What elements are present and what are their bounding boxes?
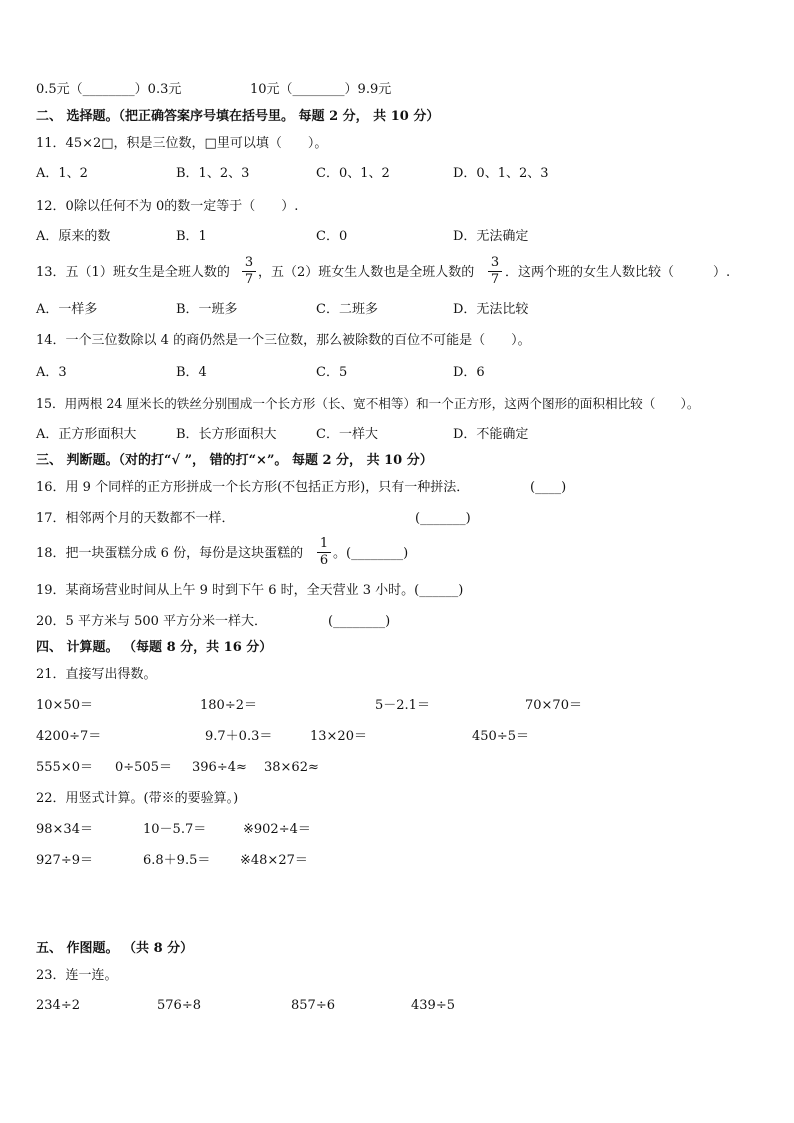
- q12-option-c: C．0: [316, 229, 348, 244]
- section-4-header: 四、 计算题。 （每题 8 分，共 16 分）: [36, 640, 273, 655]
- question-22: 22．用竖式计算。(带※的要验算。): [36, 791, 239, 806]
- fraction-denominator: 7: [244, 272, 254, 287]
- q11-option-c: C．0、1、2: [316, 166, 390, 181]
- question-14: 14．一个三位数除以 4 的商仍然是一个三位数，那么被除数的百位不可能是（ ）。: [36, 333, 531, 348]
- question-13-part-3: ．这两个班的女生人数比较（ ）.: [505, 265, 731, 280]
- q13-option-c: C．二班多: [316, 302, 378, 317]
- q17-answer-blank[interactable]: (_______): [415, 511, 471, 526]
- question-13-part-1: 13．五（1）班女生是全班人数的: [36, 265, 230, 280]
- compare-item-1: 0.5元（________）0.3元: [36, 82, 182, 97]
- question-17: 17．相邻两个月的天数都不一样．: [36, 511, 235, 526]
- q12-option-a: A．原来的数: [36, 229, 111, 244]
- vertical-calc-item: 10－5.7＝: [143, 822, 207, 837]
- fraction-3-7-first: [242, 256, 256, 287]
- vertical-calc-item: 927÷9＝: [36, 853, 93, 868]
- section-5-header: 五、 作图题。 （共 8 分）: [36, 941, 194, 956]
- fraction-numerator: 3: [490, 255, 500, 270]
- fraction-numerator: 1: [319, 536, 329, 551]
- calc-item: 4200÷7＝: [36, 729, 102, 744]
- calc-item: 180÷2＝: [200, 698, 257, 713]
- q14-option-b: B．4: [176, 365, 207, 380]
- q11-option-d: D．0、1、2、3: [453, 166, 549, 181]
- question-18-part-2: 。(________): [333, 546, 409, 561]
- q11-option-a: A．1、2: [36, 166, 88, 181]
- q11-option-b: B．1、2、3: [176, 166, 250, 181]
- q15-option-d: D．不能确定: [453, 427, 529, 442]
- match-item[interactable]: 857÷6: [291, 998, 335, 1013]
- q13-option-a: A．一样多: [36, 302, 98, 317]
- q14-option-d: D．6: [453, 365, 485, 380]
- q14-option-c: C．5: [316, 365, 348, 380]
- calc-item: 396÷4≈: [192, 760, 247, 775]
- q12-option-d: D．无法确定: [453, 229, 529, 244]
- question-16: 16．用 9 个同样的正方形拼成一个长方形(不包括正方形)，只有一种拼法．: [36, 480, 470, 495]
- q15-option-c: C．一样大: [316, 427, 378, 442]
- calc-item: 13×20＝: [310, 729, 367, 744]
- compare-item-2: 10元（________）9.9元: [250, 82, 392, 97]
- question-21: 21．直接写出得数。: [36, 667, 157, 682]
- q16-answer-blank[interactable]: (____): [530, 480, 567, 495]
- calc-item: 555×0＝: [36, 760, 93, 775]
- calc-item: 5－2.1＝: [375, 698, 430, 713]
- question-12: 12．0除以任何不为 0的数一定等于（ ）.: [36, 199, 299, 214]
- question-20: 20．5 平方米与 500 平方分米一样大．: [36, 614, 268, 629]
- q20-answer-blank[interactable]: (________): [328, 614, 391, 629]
- fraction-1-6: [317, 537, 331, 568]
- q13-option-b: B．一班多: [176, 302, 238, 317]
- calc-item: 38×62≈: [264, 760, 319, 775]
- calc-item: 0÷505＝: [115, 760, 172, 775]
- question-11: 11．45×2□，积是三位数，□里可以填（ ）。: [36, 136, 328, 151]
- question-18-part-1: 18．把一块蛋糕分成 6 份，每份是这块蛋糕的: [36, 546, 304, 561]
- match-item[interactable]: 439÷5: [411, 998, 455, 1013]
- vertical-calc-item: ※48×27＝: [240, 853, 308, 868]
- fraction-denominator: 6: [319, 553, 329, 568]
- calc-item: 10×50＝: [36, 698, 93, 713]
- calc-item: 70×70＝: [525, 698, 582, 713]
- match-item[interactable]: 234÷2: [36, 998, 80, 1013]
- q12-option-b: B．1: [176, 229, 207, 244]
- q13-option-d: D．无法比较: [453, 302, 529, 317]
- q15-option-b: B．长方形面积大: [176, 427, 277, 442]
- vertical-calc-item: ※902÷4＝: [243, 822, 311, 837]
- match-item[interactable]: 576÷8: [157, 998, 201, 1013]
- vertical-calc-item: 6.8＋9.5＝: [143, 853, 211, 868]
- fraction-numerator: 3: [244, 255, 254, 270]
- question-15: 15．用两根 24 厘米长的铁丝分别围成一个长方形（长、宽不相等）和一个正方形，这两个图形的面积相比较（ ）。: [36, 396, 700, 411]
- question-19: 19．某商场营业时间从上午 9 时到下午 6 时，全天营业 3 小时。(______): [36, 583, 464, 598]
- calc-item: 450÷5＝: [472, 729, 529, 744]
- q15-option-a: A．正方形面积大: [36, 427, 137, 442]
- question-13-part-2: ，五（2）班女生人数也是全班人数的: [258, 265, 475, 280]
- question-23: 23．连一连。: [36, 968, 118, 983]
- vertical-calc-item: 98×34＝: [36, 822, 93, 837]
- fraction-denominator: 7: [490, 272, 500, 287]
- section-3-header: 三、 判断题。（对的打“√ ”， 错的打“×”。 每题 2 分， 共 10 分）: [36, 453, 433, 468]
- calc-item: 9.7＋0.3＝: [205, 729, 273, 744]
- fraction-3-7-second: [488, 256, 502, 287]
- q14-option-a: A．3: [36, 365, 67, 380]
- section-2-header: 二、 选择题。（把正确答案序号填在括号里。 每题 2 分， 共 10 分）: [36, 109, 440, 124]
